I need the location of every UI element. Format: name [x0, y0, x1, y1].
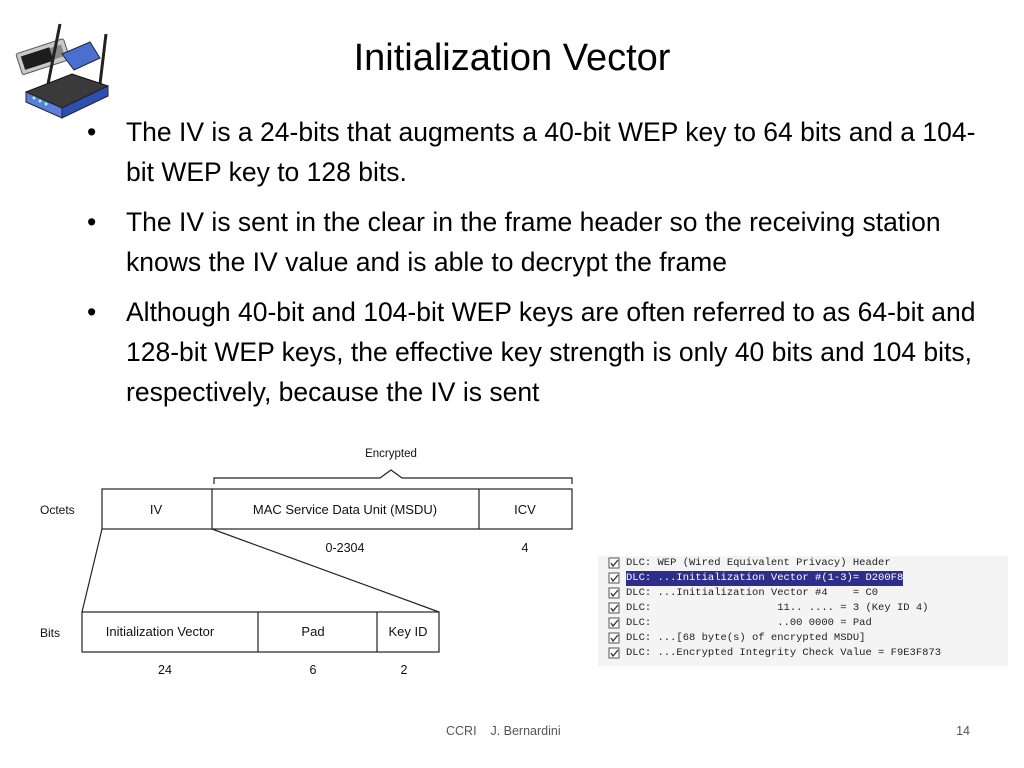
- footer-author: CCRI J. Bernardini: [446, 724, 561, 738]
- bullet-item: [82, 292, 992, 412]
- frame-size-icv: 4: [521, 541, 529, 555]
- bullet-glyph: •: [87, 117, 97, 147]
- bullet-glyph: •: [87, 207, 97, 237]
- capture-line[interactable]: DLC: ..00 0000 = Pad: [626, 617, 872, 629]
- capture-line[interactable]: DLC: WEP (Wired Equivalent Privacy) Header: [626, 557, 891, 569]
- packet-capture-panel: [598, 556, 1008, 666]
- bullet-text: The IV is sent in the clear in the frame header so the receiving station knows the IV value and is able to decrypt the frame: [126, 207, 941, 277]
- iv-field-key-id: Key ID: [388, 624, 428, 639]
- expansion-line: [82, 529, 102, 612]
- iv-field-pad: Pad: [301, 624, 325, 639]
- packet-tree-node-icon: [608, 602, 621, 615]
- capture-line-selected[interactable]: DLC: ...Initialization Vector #(1-3)= D200F8: [626, 572, 904, 584]
- iv-field-initialization-vector: Initialization Vector: [105, 624, 215, 639]
- packet-tree-node-icon: [608, 557, 621, 570]
- iv-size-initialization-vector: 24: [158, 663, 172, 677]
- frame-field-iv: IV: [149, 502, 163, 517]
- octets-label: Octets: [40, 503, 75, 517]
- packet-tree-node-icon: [608, 617, 621, 630]
- encrypted-label: Encrypted: [365, 448, 417, 460]
- bullet-text: Although 40-bit and 104-bit WEP keys are often referred to as 64-bit and 128-bit WEP keys, the effective key strength is only 40 bits and 104 bits, respectively, because the IV is sent: [126, 297, 976, 407]
- slide-title: Initialization Vector: [353, 37, 671, 79]
- iv-size-key-id: 2: [400, 663, 408, 677]
- packet-tree-node-icon: [608, 632, 621, 645]
- bullet-glyph: •: [87, 297, 97, 327]
- packet-tree-node-icon: [608, 587, 621, 600]
- frame-field-icv: ICV: [514, 502, 536, 517]
- packet-tree-node-icon: [608, 647, 621, 660]
- packet-tree-node-icon: [608, 572, 621, 585]
- capture-line[interactable]: DLC: 11.. .... = 3 (Key ID 4): [626, 602, 929, 614]
- wep-frame-diagram: [30, 440, 590, 690]
- bullet-list: [82, 112, 992, 422]
- capture-line[interactable]: DLC: ...Initialization Vector #4 = C0: [626, 587, 879, 599]
- bullet-item: [82, 202, 992, 282]
- capture-line[interactable]: DLC: ...Encrypted Integrity Check Value = F9E3F873: [626, 647, 942, 659]
- capture-line[interactable]: DLC: ...[68 byte(s) of encrypted MSDU]: [626, 632, 866, 644]
- wireless-router-and-pc-card-icon: [12, 12, 112, 122]
- bullet-text: The IV is a 24-bits that augments a 40-bit WEP key to 64 bits and a 104-bit WEP key to 128 bits.: [126, 117, 976, 187]
- bits-label: Bits: [40, 626, 61, 640]
- bullet-item: [82, 112, 992, 192]
- encrypted-brace: [214, 470, 572, 484]
- slide-number: 14: [956, 724, 970, 738]
- iv-size-pad: 6: [309, 663, 317, 677]
- frame-field-msdu: MAC Service Data Unit (MSDU): [252, 502, 438, 517]
- frame-size-msdu: 0-2304: [325, 541, 365, 555]
